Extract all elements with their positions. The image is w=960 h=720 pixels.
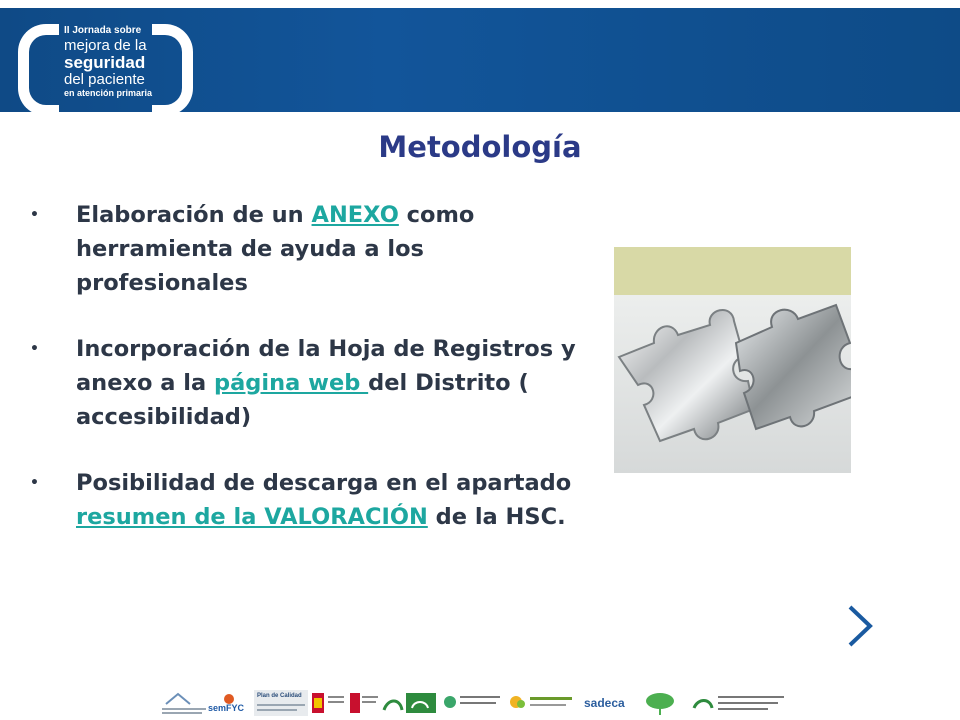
sadeca-logo: sadeca <box>584 696 625 710</box>
sponsor-logos <box>150 690 790 718</box>
bullet-text: del Distrito ( accesibilidad) <box>76 370 529 430</box>
pagina-web-link[interactable]: página web <box>214 370 369 396</box>
plan-calidad-logo: Plan de Calidad <box>254 690 308 716</box>
puzzle-pieces-image <box>614 247 851 473</box>
bullet-icon: • <box>30 341 39 357</box>
observatorio-logo <box>508 690 578 716</box>
bullet-text: como herramienta de ayuda a los profesionales <box>76 202 475 296</box>
header-banner <box>0 8 960 112</box>
bullet-icon: • <box>30 475 39 491</box>
bullet-item <box>30 198 590 300</box>
logo-line: seguridad <box>64 53 146 72</box>
bullet-item <box>30 466 590 534</box>
logo-line: II Jornada sobre <box>64 25 142 36</box>
logo-left-bracket <box>18 24 59 116</box>
anexo-link[interactable]: ANEXO <box>311 202 399 228</box>
slide-title: Metodología <box>378 130 582 164</box>
bullet-icon: • <box>30 207 39 223</box>
resumen-valoracion-link[interactable]: resumen de la VALORACIÓN <box>76 504 428 530</box>
junta-andalucia-logo <box>380 690 440 716</box>
escuela-salud-logo <box>690 690 790 716</box>
bullet-text: Elaboración de un <box>76 202 312 228</box>
bullet-text: Posibilidad de descarga en el apartado <box>76 470 572 496</box>
logo-line: en atención primaria <box>64 88 153 98</box>
bullet-text: Incorporación de la Hoja de Registros y anexo a la <box>76 336 576 396</box>
bullet-text: de la HSC. <box>427 504 566 530</box>
agencia-calidad-logo <box>442 690 506 716</box>
society-logo <box>160 690 208 716</box>
leaf-logo <box>640 690 680 716</box>
bullet-item <box>30 332 590 434</box>
logo-line: del paciente <box>64 71 145 88</box>
chevron-right-icon[interactable] <box>842 604 882 648</box>
bullet-list <box>30 198 590 566</box>
logo-line: mejora de la <box>64 37 147 54</box>
ministry-logo <box>310 690 380 716</box>
puzzle-icon <box>614 247 851 473</box>
logo-right-bracket <box>152 24 193 116</box>
semfyc-logo: semFYC <box>208 690 250 716</box>
event-logo <box>64 26 159 98</box>
